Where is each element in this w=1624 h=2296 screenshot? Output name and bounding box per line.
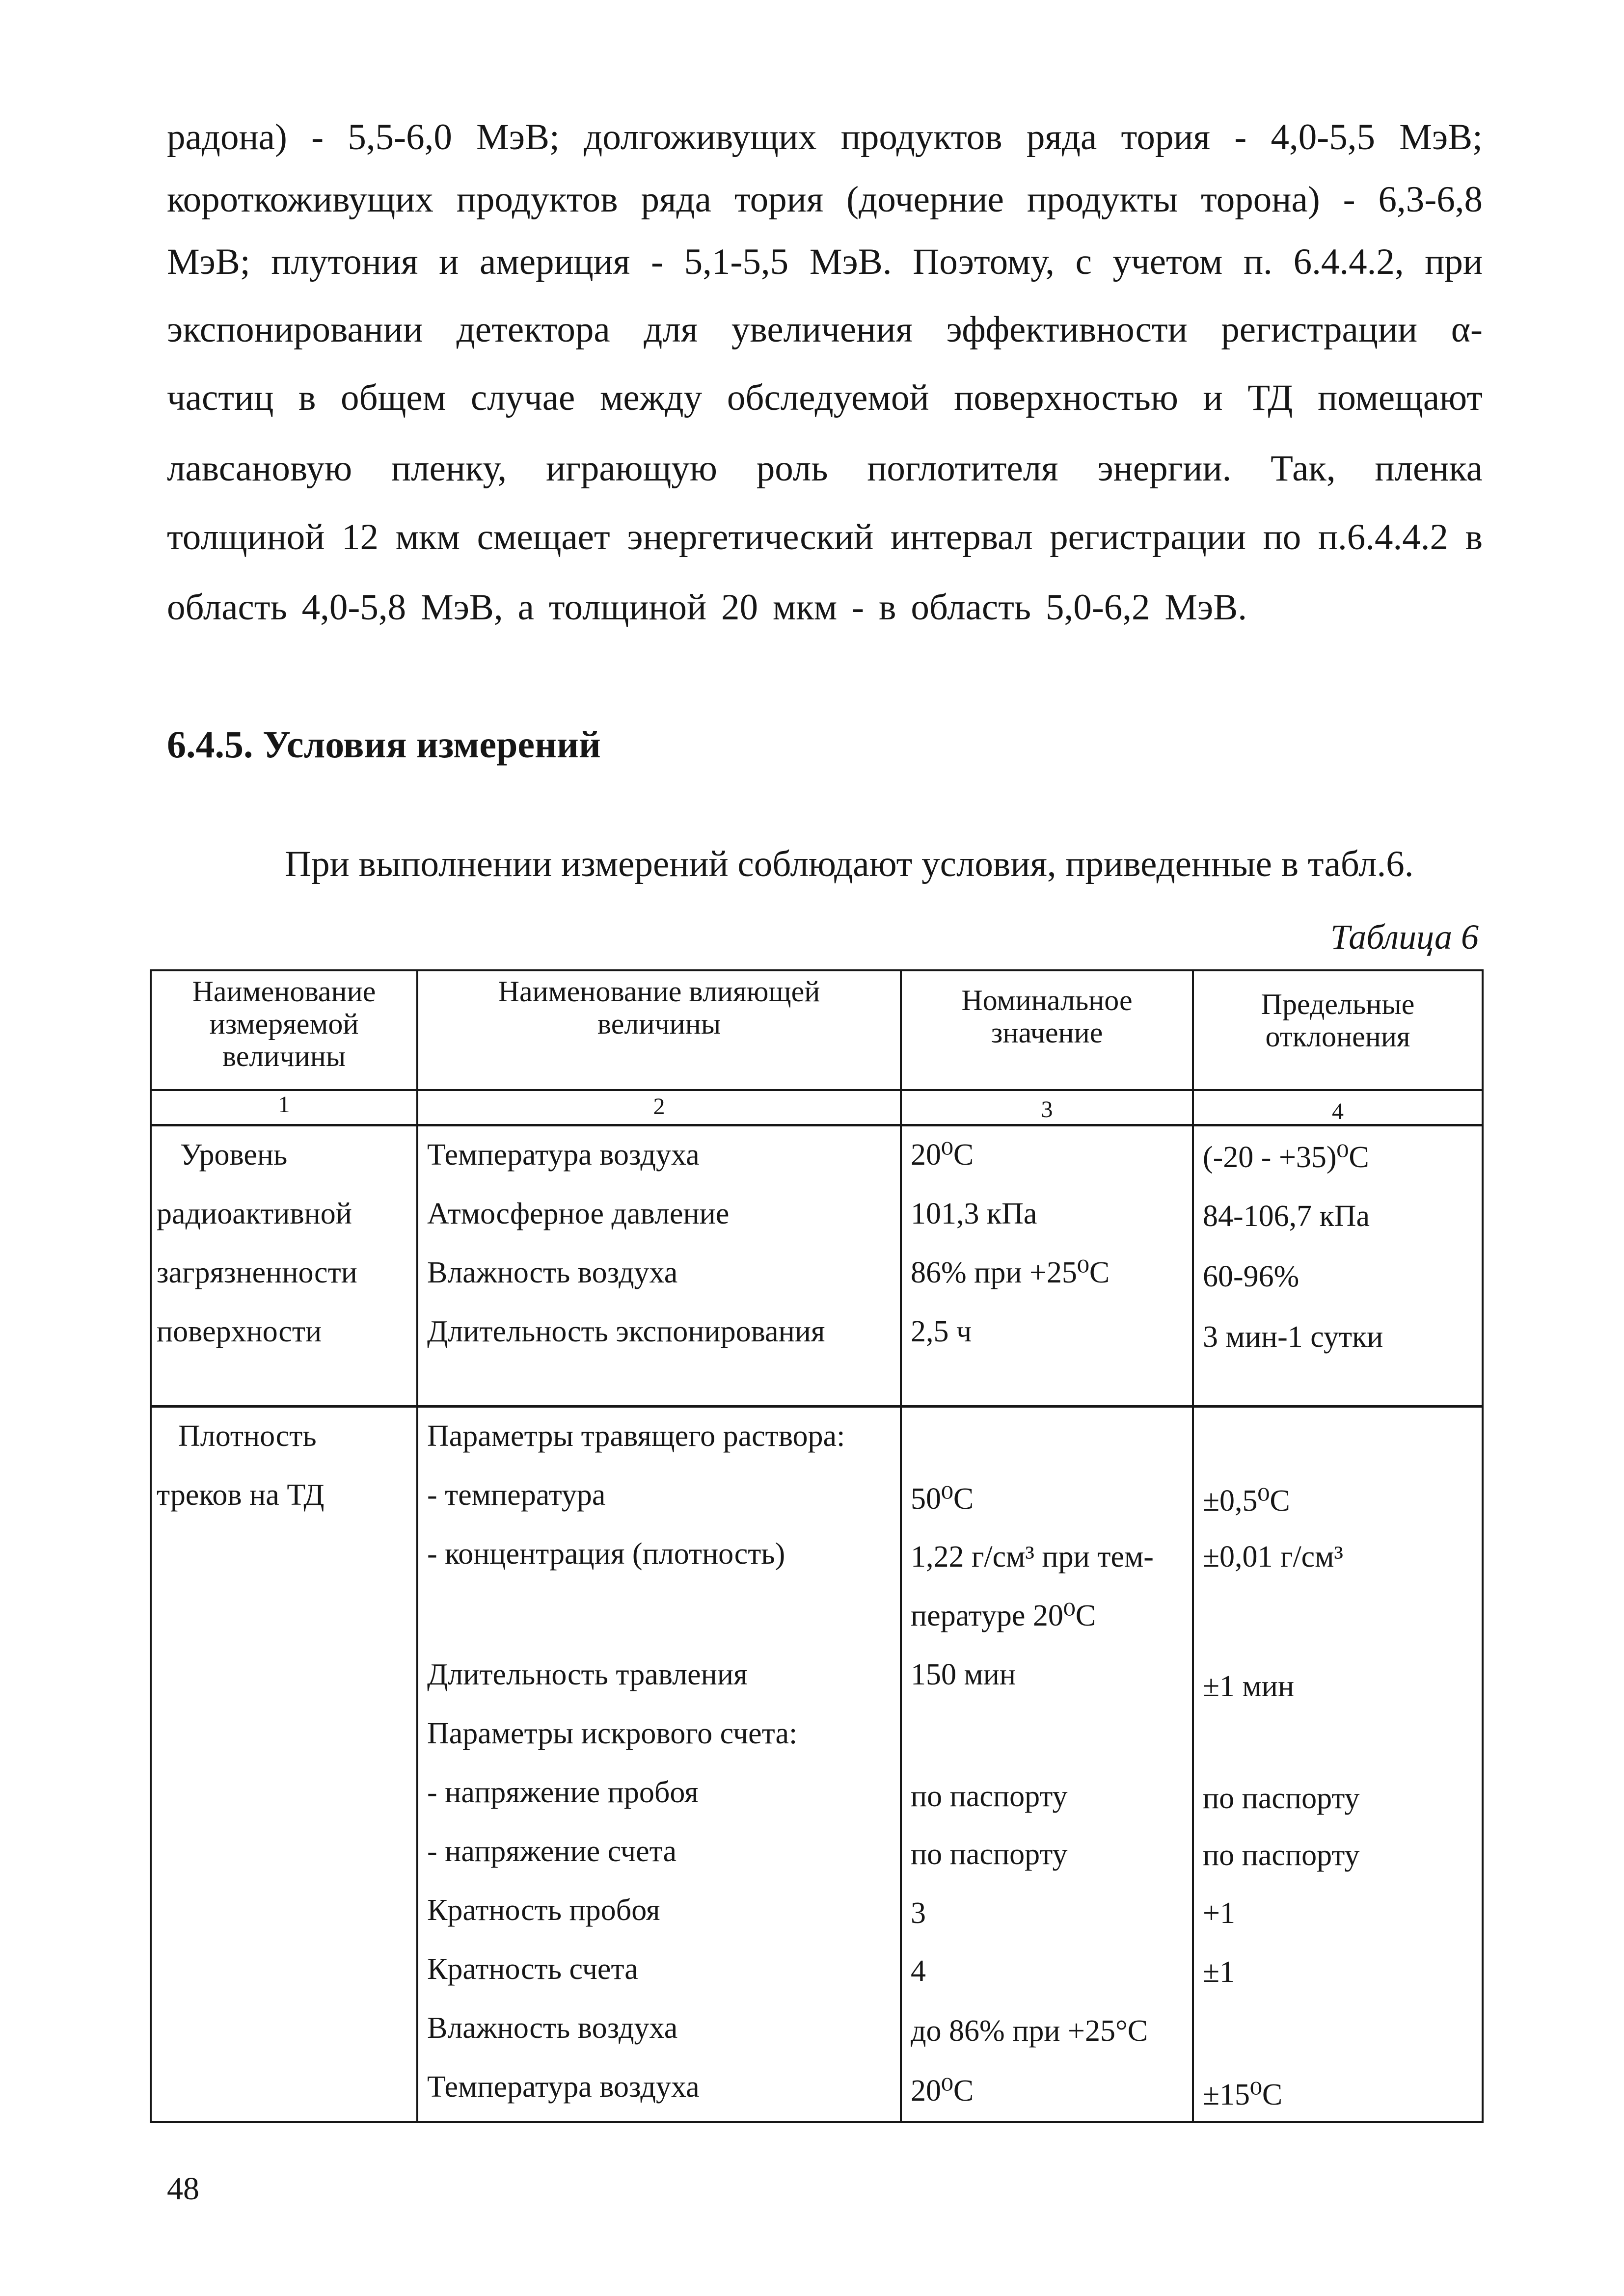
table-rule-group	[150, 1405, 1484, 1408]
header-text: отклонения	[1265, 1020, 1410, 1053]
table-rule-col3	[1192, 969, 1194, 2123]
deviation-cell: +1	[1203, 1896, 1235, 1930]
paragraph-line: толщиной 12 мкм смещает энергетический интервал регистрации по п.6.4.4.2 в	[167, 517, 1483, 558]
header-text: величины	[597, 1008, 721, 1040]
header-factor	[418, 975, 900, 1040]
header-nominal	[902, 984, 1192, 1049]
nominal-cell: 3	[911, 1896, 926, 1930]
deviation-cell: ±0,5⁰С	[1203, 1484, 1290, 1518]
deviation-cell: ±1	[1203, 1955, 1235, 1989]
conditions-table	[150, 969, 1484, 2123]
table-border-right	[1482, 969, 1484, 2123]
factor-cell: - напряжение счета	[427, 1835, 677, 1868]
nominal-cell: до 86% при +25°С	[911, 2014, 1148, 2048]
nominal-cell: 1,22 г/см³ при тем-	[911, 1540, 1154, 1574]
factor-cell: Кратность счета	[427, 1952, 638, 1986]
factor-cell: - концентрация (плотность)	[427, 1537, 785, 1571]
header-text: величины	[222, 1040, 346, 1072]
header-text: измеряемой	[209, 1008, 359, 1040]
factor-cell: Влажность воздуха	[427, 2011, 678, 2045]
quantity-label: Уровень	[180, 1138, 288, 1172]
intro-text: При выполнении измерений соблюдают условия, приведенные в табл.6.	[285, 844, 1414, 884]
header-text: Наименование	[192, 975, 376, 1008]
section-heading: 6.4.5. Условия измерений	[167, 723, 601, 766]
header-text: Номинальное	[961, 984, 1133, 1016]
table-rule-col2	[900, 969, 902, 2123]
header-quantity	[152, 975, 416, 1072]
nominal-cell: 20⁰С	[911, 1138, 974, 1172]
nominal-cell: 20⁰С	[911, 2074, 974, 2108]
nominal-cell: по паспорту	[911, 1838, 1068, 1871]
nominal-cell: 101,3 кПа	[911, 1197, 1037, 1230]
column-number: 4	[1332, 1098, 1344, 1124]
table-caption: Таблица 6	[1330, 917, 1479, 957]
factor-cell: - температура	[427, 1478, 606, 1512]
deviation-cell: ±1 мин	[1203, 1670, 1295, 1703]
factor-cell: Длительность экспонирования	[427, 1315, 825, 1348]
deviation-cell: по паспорту	[1203, 1782, 1360, 1815]
table-border-left	[150, 969, 152, 2123]
paragraph-line: частиц в общем случае между обследуемой поверхностью и ТД помещают	[167, 377, 1483, 418]
factor-cell: Длительность травления	[427, 1658, 748, 1691]
factor-cell: Кратность пробоя	[427, 1894, 660, 1927]
header-text: Наименование влияющей	[498, 975, 820, 1008]
deviation-cell: по паспорту	[1203, 1839, 1360, 1872]
paragraph-line: короткоживущих продуктов ряда тория (дочерние продукты торона) - 6,3-6,8	[167, 179, 1483, 220]
paragraph-line: экспонировании детектора для увеличения эффективности регистрации α-	[167, 309, 1483, 350]
column-number: 2	[653, 1094, 665, 1120]
paragraph-line: область 4,0-5,8 МэВ, а толщиной 20 мкм - в область 5,0-6,2 МэВ.	[167, 587, 1247, 628]
deviation-cell: ±0,01 г/см³	[1203, 1540, 1344, 1574]
quantity-label: Плотность	[178, 1419, 317, 1453]
deviation-cell: 84-106,7 кПа	[1203, 1200, 1370, 1233]
factor-cell: Влажность воздуха	[427, 1256, 678, 1289]
nominal-cell: 150 мин	[911, 1658, 1016, 1691]
quantity-label: радиоактивной	[157, 1197, 352, 1230]
deviation-cell: 3 мин-1 сутки	[1203, 1320, 1383, 1354]
factor-cell: Параметры искрового счета:	[427, 1717, 798, 1750]
nominal-cell: пературе 20⁰С	[911, 1599, 1096, 1632]
factor-cell: Температура воздуха	[427, 1138, 700, 1172]
paragraph-line: лавсановую пленку, играющую роль поглотителя энергии. Так, пленка	[167, 448, 1483, 489]
quantity-label: поверхности	[157, 1315, 322, 1348]
header-deviation	[1194, 988, 1482, 1053]
header-text: значение	[991, 1016, 1103, 1049]
paragraph-line: радона) - 5,5-6,0 МэВ; долгоживущих продуктов ряда тория - 4,0-5,5 МэВ;	[167, 117, 1483, 158]
factor-cell: Атмосферное давление	[427, 1197, 730, 1230]
factor-cell: Температура воздуха	[427, 2070, 700, 2104]
paragraph-line: МэВ; плутония и америция - 5,1-5,5 МэВ. Поэтому, с учетом п. 6.4.4.2, при	[167, 241, 1483, 282]
deviation-cell: (-20 - +35)⁰С	[1203, 1141, 1369, 1174]
page-number: 48	[167, 2171, 199, 2207]
nominal-cell: 86% при +25⁰С	[911, 1256, 1110, 1289]
nominal-cell: по паспорту	[911, 1780, 1068, 1813]
factor-cell: - напряжение пробоя	[427, 1776, 699, 1809]
deviation-cell: 60-96%	[1203, 1260, 1299, 1293]
column-number: 1	[278, 1092, 290, 1118]
header-text: Предельные	[1261, 988, 1415, 1020]
deviation-cell: ±15⁰С	[1203, 2078, 1283, 2111]
column-number: 3	[1041, 1096, 1053, 1122]
table-rule-col1	[416, 969, 418, 2123]
factor-cell: Параметры травящего раствора:	[427, 1419, 845, 1453]
nominal-cell: 2,5 ч	[911, 1315, 972, 1348]
nominal-cell: 4	[911, 1954, 926, 1988]
table-border-top	[150, 969, 1484, 971]
quantity-label: треков на ТД	[157, 1478, 325, 1512]
quantity-label: загрязненности	[157, 1256, 357, 1289]
nominal-cell: 50⁰С	[911, 1482, 974, 1516]
table-border-bottom	[150, 2121, 1484, 2123]
